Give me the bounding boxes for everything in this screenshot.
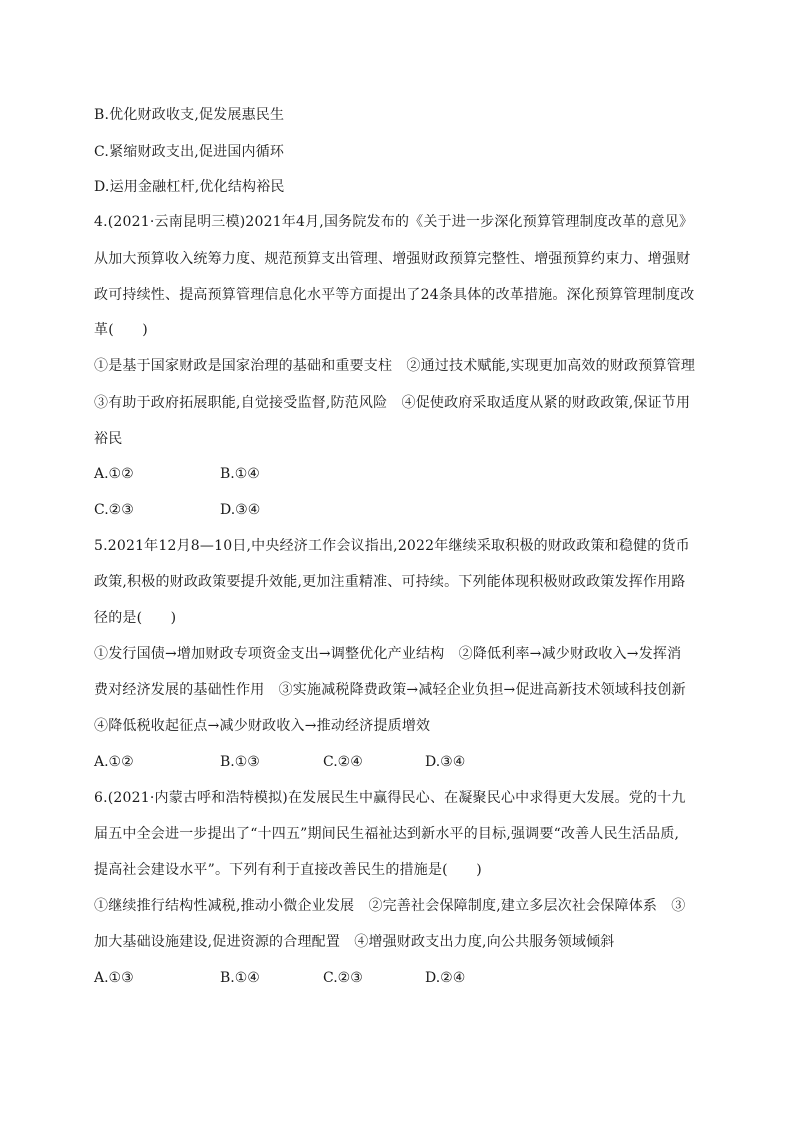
q4-statement-line-1: ①是基于国家财政是国家治理的基础和重要支柱 ②通过技术赋能,实现更加高效的财政预算管理: [94, 358, 696, 374]
q3-option-c: C.紧缩财政支出,促进国内循环: [94, 144, 285, 160]
q4-option-a: A.①②: [94, 466, 134, 482]
q6-statement-line-1: ①继续推行结构性减税,推动小微企业发展 ②完善社会保障制度,建立多层次社会保障体系 ③: [94, 898, 686, 914]
q6-statement-line-2: 加大基础设施建设,促进资源的合理配置 ④增强财政支出力度,向公共服务领域倾斜: [94, 934, 615, 950]
q4-option-b: B.①④: [220, 466, 260, 482]
q5-option-b: B.①③: [220, 754, 260, 770]
q6-option-b: B.①④: [220, 970, 260, 986]
q4-stem-line-3: 政可持续性、提高预算管理信息化水平等方面提出了24条具体的改革措施。深化预算管理制度改: [94, 287, 695, 303]
q6-stem-line-1: 6.(2021·内蒙古呼和浩特模拟)在发展民生中赢得民心、在凝聚民心中求得更大发展。党的十九: [94, 790, 686, 806]
q5-statement-line-1: ①发行国债→增加财政专项资金支出→调整优化产业结构 ②降低利率→减少财政收入→发挥消: [94, 646, 682, 662]
q6-option-a: A.①③: [94, 970, 134, 986]
q5-option-c: C.②④: [323, 754, 363, 770]
q5-statement-line-2: 费对经济发展的基础性作用 ③实施减税降费政策→减轻企业负担→促进高新技术领域科技创新: [94, 682, 686, 698]
q4-option-c: C.②③: [94, 502, 134, 518]
q5-option-a: A.①②: [94, 754, 134, 770]
q4-statement-line-3: 裕民: [94, 431, 123, 447]
q4-stem-line-2: 从加大预算收入统筹力度、规范预算支出管理、增强财政预算完整性、增强预算约束力、增强财: [94, 251, 691, 267]
q5-stem-line-2: 政策,积极的财政政策要提升效能,更加注重精准、可持续。下列能体现积极财政政策发挥作用路: [94, 574, 686, 590]
q4-statement-line-2: ③有助于政府拓展职能,自觉接受监督,防范风险 ④促使政府采取适度从紧的财政政策,保证节用: [94, 395, 691, 411]
q3-option-b: B.优化财政收支,促发展惠民生: [94, 107, 285, 123]
q6-option-d: D.②④: [425, 970, 466, 986]
q4-stem-line-1: 4.(2021·云南昆明三模)2021年4月,国务院发布的《关于进一步深化预算管理制度改革的意见》: [94, 214, 694, 230]
q4-stem-line-4: 革( ): [94, 322, 148, 338]
q4-option-d: D.③④: [220, 502, 261, 518]
q5-statement-line-3: ④降低税收起征点→减少财政收入→推动经济提质增效: [94, 718, 431, 734]
q6-option-c: C.②③: [323, 970, 363, 986]
q5-option-d: D.③④: [425, 754, 466, 770]
q6-stem-line-2: 届五中全会进一步提出了“十四五”期间民生福祉达到新水平的目标,强调要“改善人民生活品质,: [94, 826, 680, 842]
q3-option-d: D.运用金融杠杆,优化结构裕民: [94, 179, 285, 195]
q5-stem-line-3: 径的是( ): [94, 610, 177, 626]
q6-stem-line-3: 提高社会建设水平”。下列有利于直接改善民生的措施是( ): [94, 862, 482, 878]
q5-stem-line-1: 5.2021年12月8—10日,中央经济工作会议指出,2022年继续采取积极的财政政策和稳健的货币: [94, 538, 690, 554]
